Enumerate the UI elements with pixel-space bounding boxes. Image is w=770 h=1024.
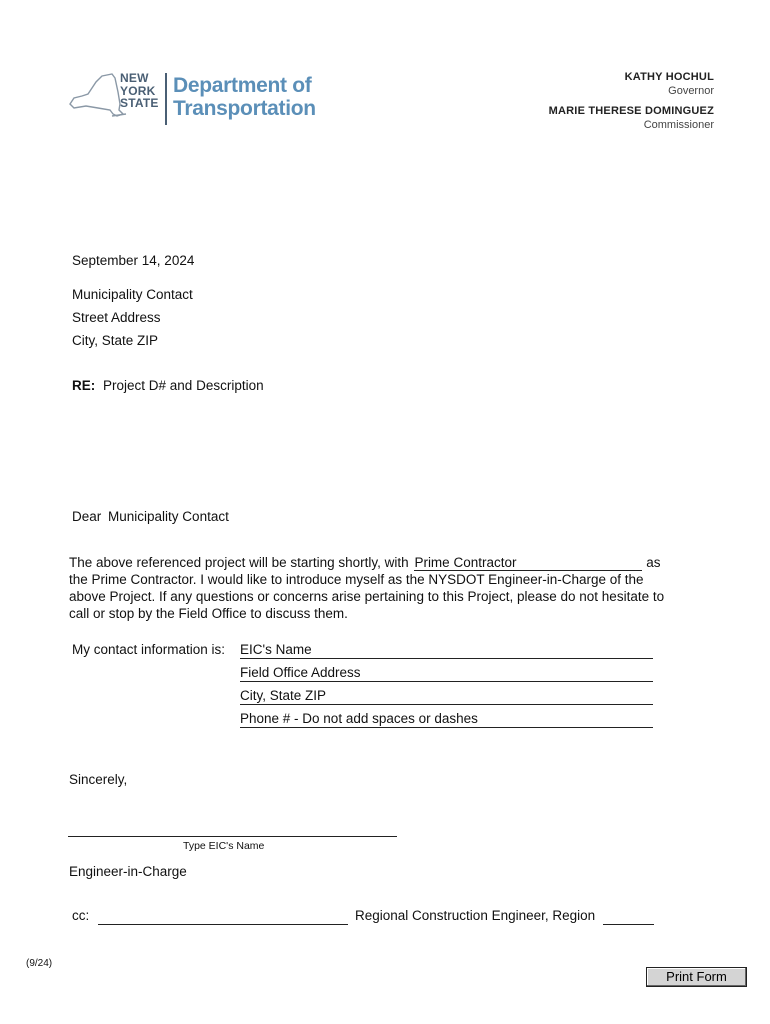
form-revision-code: (9/24) bbox=[26, 958, 53, 969]
prime-contractor-field[interactable]: Prime Contractor bbox=[414, 555, 642, 571]
new-york-state-outline-icon bbox=[68, 70, 128, 130]
commissioner-title: Commissioner bbox=[643, 119, 714, 131]
field-office-address-field[interactable]: Field Office Address bbox=[240, 664, 653, 682]
officials-block bbox=[549, 70, 714, 138]
salutation-prefix: Dear bbox=[72, 509, 102, 524]
new-york-state-wordmark: NEW YORK STATE bbox=[120, 71, 159, 110]
signature-caption: Type EIC's Name bbox=[183, 840, 265, 852]
re-label: RE: bbox=[72, 378, 96, 393]
contact-label: My contact information is: bbox=[72, 642, 226, 657]
logo-divider bbox=[165, 73, 167, 125]
governor-name: KATHY HOCHUL bbox=[624, 71, 714, 83]
cc-name-field[interactable] bbox=[98, 907, 348, 925]
closing: Sincerely, bbox=[69, 772, 128, 787]
cc-suffix: Regional Construction Engineer, Region bbox=[355, 908, 596, 923]
para-intro: The above referenced project will be starting shortly, with bbox=[69, 555, 409, 570]
region-field[interactable] bbox=[603, 907, 654, 925]
cc-label: cc: bbox=[72, 908, 90, 923]
signature-title: Engineer-in-Charge bbox=[69, 864, 187, 879]
eic-city-field[interactable]: City, State ZIP bbox=[240, 687, 653, 705]
re-line bbox=[72, 377, 264, 395]
recipient-street-field[interactable]: Street Address bbox=[72, 310, 161, 325]
re-description-field[interactable]: Project D# and Description bbox=[103, 378, 264, 393]
governor-title: Governor bbox=[668, 85, 714, 97]
recipient-city-field[interactable]: City, State ZIP bbox=[72, 333, 159, 348]
letter-date-field[interactable]: September 14, 2024 bbox=[72, 253, 195, 268]
salutation-name-field[interactable]: Municipality Contact bbox=[108, 509, 229, 524]
eic-name-field[interactable]: EIC's Name bbox=[240, 641, 653, 659]
signature-line[interactable] bbox=[68, 836, 397, 837]
print-form-button[interactable]: Print Form bbox=[646, 967, 747, 987]
para-rest: as the Prime Contractor. I would like to introduce myself as the NYSDOT Engineer-in-Charge of the above Project. If any questions or concerns arise pertaining to this Project, please do not hesitate to call or stop by the Field Office to discuss them. bbox=[69, 555, 665, 621]
commissioner-name: MARIE THERESE DOMINGUEZ bbox=[548, 105, 714, 117]
recipient-contact-field[interactable]: Municipality Contact bbox=[72, 287, 193, 302]
department-name: Department of Transportation bbox=[173, 74, 316, 120]
phone-field[interactable]: Phone # - Do not add spaces or dashes bbox=[240, 710, 653, 728]
nysdot-logo bbox=[68, 70, 328, 130]
body-paragraph bbox=[69, 554, 669, 622]
salutation bbox=[72, 508, 229, 526]
